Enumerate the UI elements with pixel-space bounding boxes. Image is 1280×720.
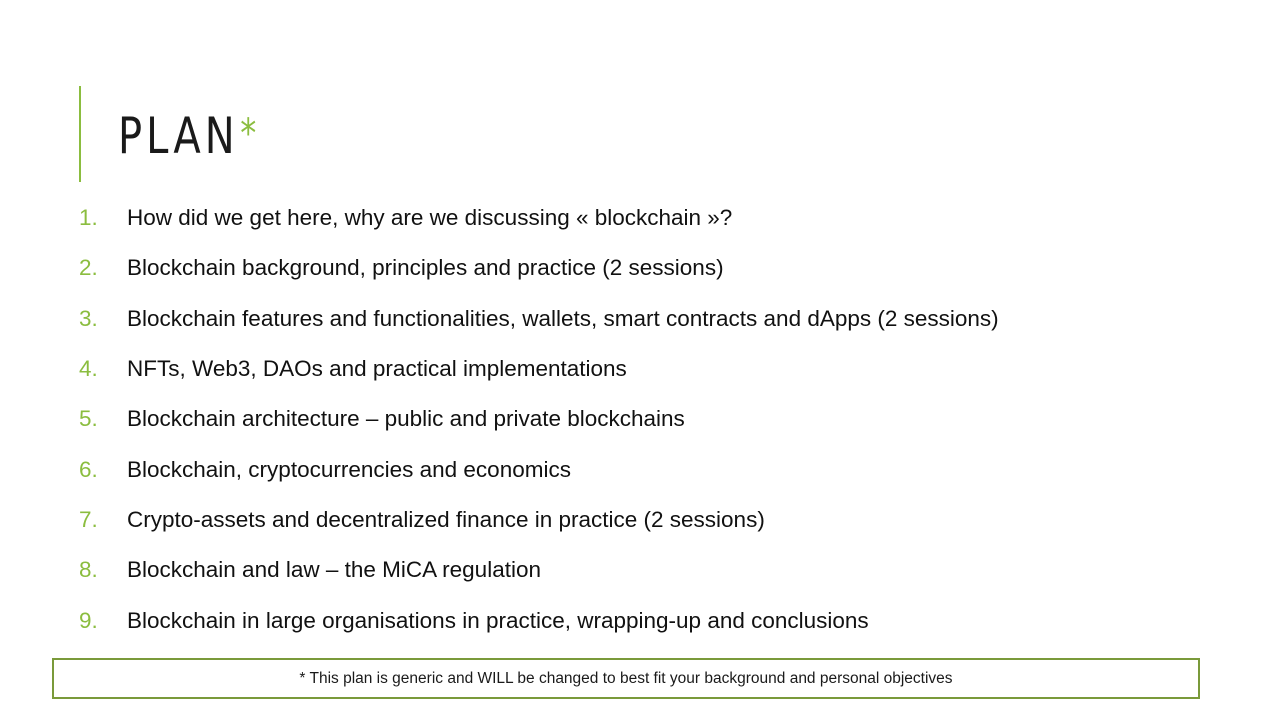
plan-item-number: 7. (79, 506, 98, 532)
plan-item-8 (79, 545, 1219, 595)
plan-item-text: Blockchain background, principles and practice (2 sessions) (127, 255, 724, 281)
plan-item-text: How did we get here, why are we discussing « blockchain »? (127, 205, 733, 231)
plan-item-number: 3. (79, 305, 98, 331)
plan-list (79, 193, 1219, 646)
slide-title (118, 104, 260, 168)
disclaimer-note-text: * This plan is generic and WILL be changed to best fit your background and personal objectives (299, 669, 953, 687)
plan-item-text: Blockchain in large organisations in practice, wrapping-up and conclusions (127, 607, 869, 633)
plan-item-text: Blockchain features and functionalities, wallets, smart contracts and dApps (2 sessions) (127, 305, 999, 331)
plan-item-number: 8. (79, 557, 98, 583)
plan-item-1 (79, 193, 1219, 243)
plan-item-number: 6. (79, 456, 98, 482)
plan-item-4 (79, 344, 1219, 394)
plan-item-number: 9. (79, 607, 98, 633)
plan-item-2 (79, 243, 1219, 293)
title-accent-bar (79, 86, 81, 182)
plan-item-7 (79, 495, 1219, 545)
plan-item-5 (79, 394, 1219, 444)
plan-item-6 (79, 444, 1219, 494)
plan-item-text: Blockchain architecture – public and private blockchains (127, 406, 685, 432)
plan-item-text: Blockchain, cryptocurrencies and economics (127, 456, 571, 482)
plan-item-number: 2. (79, 255, 98, 281)
plan-item-number: 5. (79, 406, 98, 432)
plan-item-3 (79, 294, 1219, 344)
plan-item-text: Blockchain and law – the MiCA regulation (127, 557, 541, 583)
slide-title-text: PLAN (118, 107, 239, 165)
plan-item-9 (79, 595, 1219, 645)
plan-item-text: NFTs, Web3, DAOs and practical implementations (127, 356, 627, 382)
plan-item-number: 1. (79, 205, 98, 231)
title-asterisk: * (240, 111, 261, 157)
plan-item-text: Crypto-assets and decentralized finance in practice (2 sessions) (127, 506, 765, 532)
plan-item-number: 4. (79, 356, 98, 382)
disclaimer-note (52, 658, 1200, 699)
